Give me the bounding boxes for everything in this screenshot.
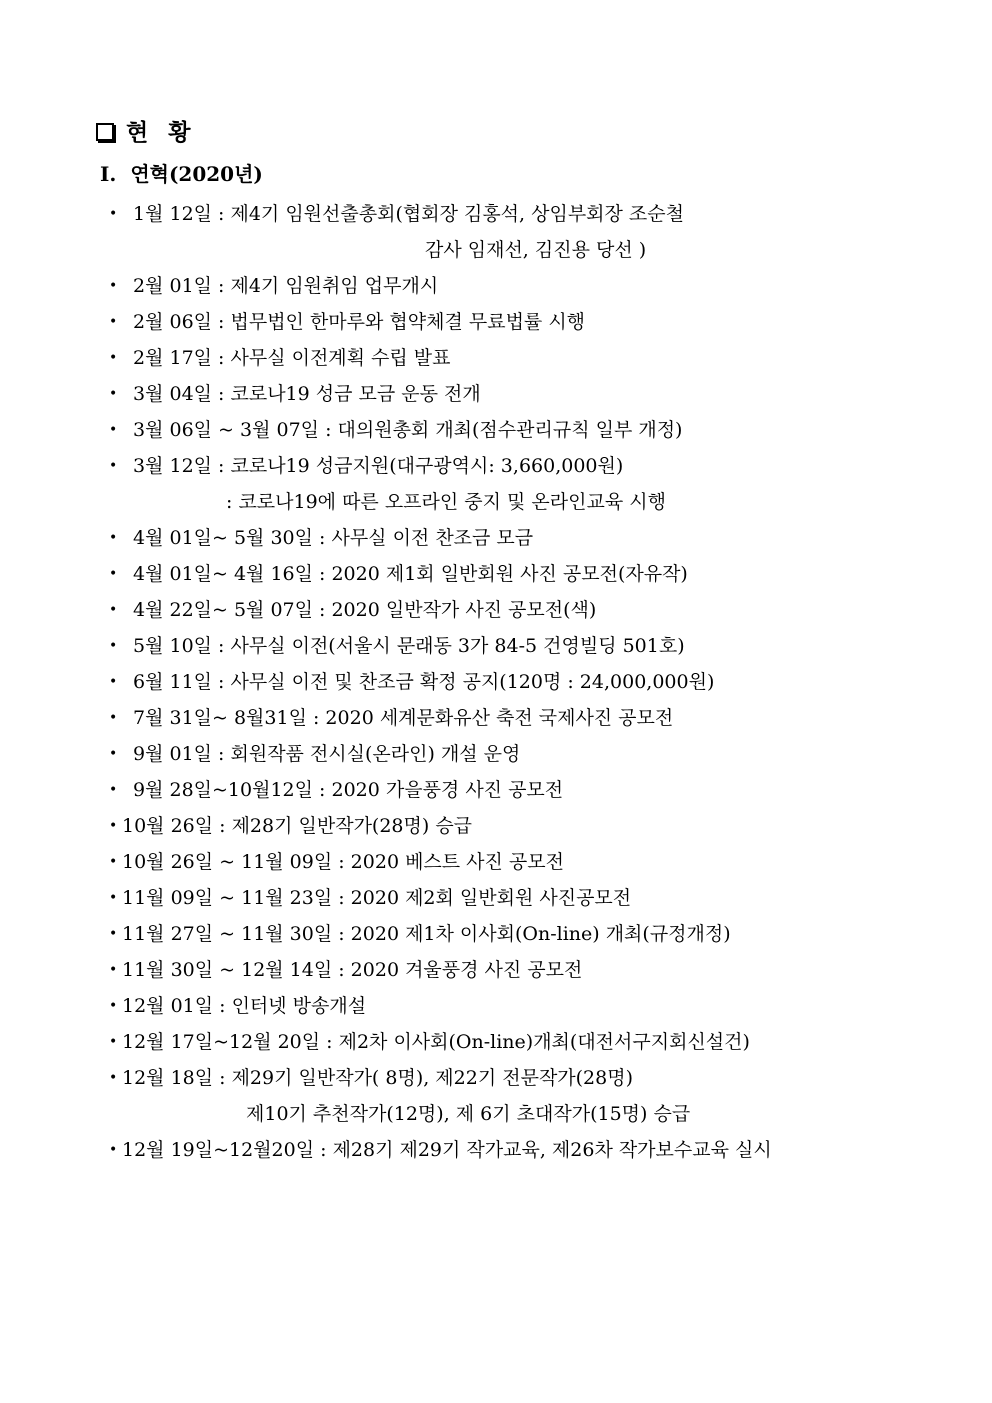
timeline-entry [0,1024,992,1060]
history-timeline [0,196,992,1168]
timeline-entry [0,808,992,844]
timeline-entry-text: 3월 06일 ~ 3월 07일 : 대의원총회 개최(점수관리규칙 일부 개정) [133,419,683,441]
timeline-continuation-text: 제10기 추천작가(12명), 제 6기 초대작가(15명) 승급 [246,1103,691,1125]
timeline-entry [0,196,992,232]
bullet-icon: • [109,710,118,726]
bullet-icon: • [109,350,118,366]
bullet-icon: • [109,1142,118,1158]
timeline-entry-text: 11월 30일 ~ 12월 14일 : 2020 겨울풍경 사진 공모전 [122,959,583,981]
timeline-entry [0,1132,992,1168]
timeline-entry-text: 9월 01일 : 회원작품 전시실(온라인) 개설 운영 [133,743,521,765]
timeline-continuation-text: 감사 임재선, 김진용 당선 ) [425,239,647,261]
timeline-entry-text: 5월 10일 : 사무실 이전(서울시 문래동 3가 84-5 건영빌딩 501호) [133,635,685,657]
timeline-entry-text: 2월 01일 : 제4기 임원취임 업무개시 [133,275,439,297]
section-number: Ⅰ. [100,162,117,186]
timeline-entry [0,844,992,880]
bullet-icon: • [109,890,118,906]
bullet-icon: • [109,1070,118,1086]
bullet-icon: • [109,566,118,582]
timeline-entry-text: 12월 18일 : 제29기 일반작가( 8명), 제22기 전문작가(28명) [122,1067,634,1089]
timeline-entry-text: 11월 27일 ~ 11월 30일 : 2020 제1차 이사회(On-line) 개최(규정개정) [122,923,731,945]
timeline-entry [0,916,992,952]
timeline-entry-text: 12월 17일~12월 20일 : 제2차 이사회(On-line)개최(대전서구지회신설건) [122,1031,750,1053]
timeline-entry-text: 10월 26일 : 제28기 일반작가(28명) 승급 [122,815,473,837]
bullet-icon: • [109,386,118,402]
status-heading [96,114,196,147]
timeline-entry [0,736,992,772]
timeline-entry-text: 2월 17일 : 사무실 이전계획 수립 발표 [133,347,451,369]
bullet-icon: • [109,962,118,978]
bullet-icon: • [109,998,118,1014]
bullet-icon: • [109,1034,118,1050]
timeline-entry-text: 7월 31일~ 8월31일 : 2020 세계문화유산 축전 국제사진 공모전 [133,707,674,729]
timeline-entry [0,880,992,916]
section-title-text: 연혁(2020년) [130,162,263,186]
bullet-icon: • [109,422,118,438]
timeline-entry [0,664,992,700]
timeline-entry [0,700,992,736]
timeline-entry-text: 11월 09일 ~ 11월 23일 : 2020 제2회 일반회원 사진공모전 [122,887,632,909]
timeline-entry-text: 4월 22일~ 5월 07일 : 2020 일반작가 사진 공모전(색) [133,599,597,621]
timeline-entry-text: 3월 12일 : 코로나19 성금지원(대구광역시: 3,660,000원) [133,455,624,477]
timeline-entry-continuation [0,484,992,520]
timeline-entry [0,952,992,988]
timeline-entry [0,304,992,340]
bullet-icon: • [109,782,118,798]
timeline-entry [0,448,992,484]
bullet-icon: • [109,854,118,870]
timeline-entry-continuation [0,1096,992,1132]
bullet-icon: • [109,602,118,618]
timeline-continuation-text: : 코로나19에 따른 오프라인 중지 및 온라인교육 시행 [226,491,666,513]
timeline-entry-text: 9월 28일~10월12일 : 2020 가을풍경 사진 공모전 [133,779,564,801]
history-section-title [100,158,263,187]
timeline-entry-text: 12월 01일 : 인터넷 방송개설 [122,995,367,1017]
checkbox-square-icon [96,123,114,141]
bullet-icon: • [109,206,118,222]
bullet-icon: • [109,926,118,942]
timeline-entry [0,520,992,556]
timeline-entry-text: 4월 01일~ 5월 30일 : 사무실 이전 찬조금 모금 [133,527,534,549]
timeline-entry [0,556,992,592]
timeline-entry [0,772,992,808]
heading-text: 현 황 [126,119,197,146]
timeline-entry-text: 3월 04일 : 코로나19 성금 모금 운동 전개 [133,383,481,405]
timeline-entry-text: 4월 01일~ 4월 16일 : 2020 제1회 일반회원 사진 공모전(자유작) [133,563,688,585]
timeline-entry [0,376,992,412]
timeline-entry [0,340,992,376]
bullet-icon: • [109,638,118,654]
timeline-entry-text: 2월 06일 : 법무법인 한마루와 협약체결 무료법률 시행 [133,311,586,333]
timeline-entry-text: 6월 11일 : 사무실 이전 및 찬조금 확정 공지(120명 : 24,000,000원) [133,671,715,693]
timeline-entry [0,268,992,304]
bullet-icon: • [109,746,118,762]
bullet-icon: • [109,458,118,474]
timeline-entry [0,1060,992,1096]
timeline-entry [0,988,992,1024]
bullet-icon: • [109,278,118,294]
timeline-entry [0,592,992,628]
bullet-icon: • [109,314,118,330]
timeline-entry-text: 12월 19일~12월20일 : 제28기 제29기 작가교육, 제26차 작가보수교육 실시 [122,1139,772,1161]
timeline-entry-continuation [0,232,992,268]
timeline-entry-text: 10월 26일 ~ 11월 09일 : 2020 베스트 사진 공모전 [122,851,564,873]
bullet-icon: • [109,818,118,834]
timeline-entry [0,628,992,664]
timeline-entry [0,412,992,448]
bullet-icon: • [109,530,118,546]
timeline-entry-text: 1월 12일 : 제4기 임원선출총회(협회장 김홍석, 상임부회장 조순철 [133,203,684,225]
bullet-icon: • [109,674,118,690]
